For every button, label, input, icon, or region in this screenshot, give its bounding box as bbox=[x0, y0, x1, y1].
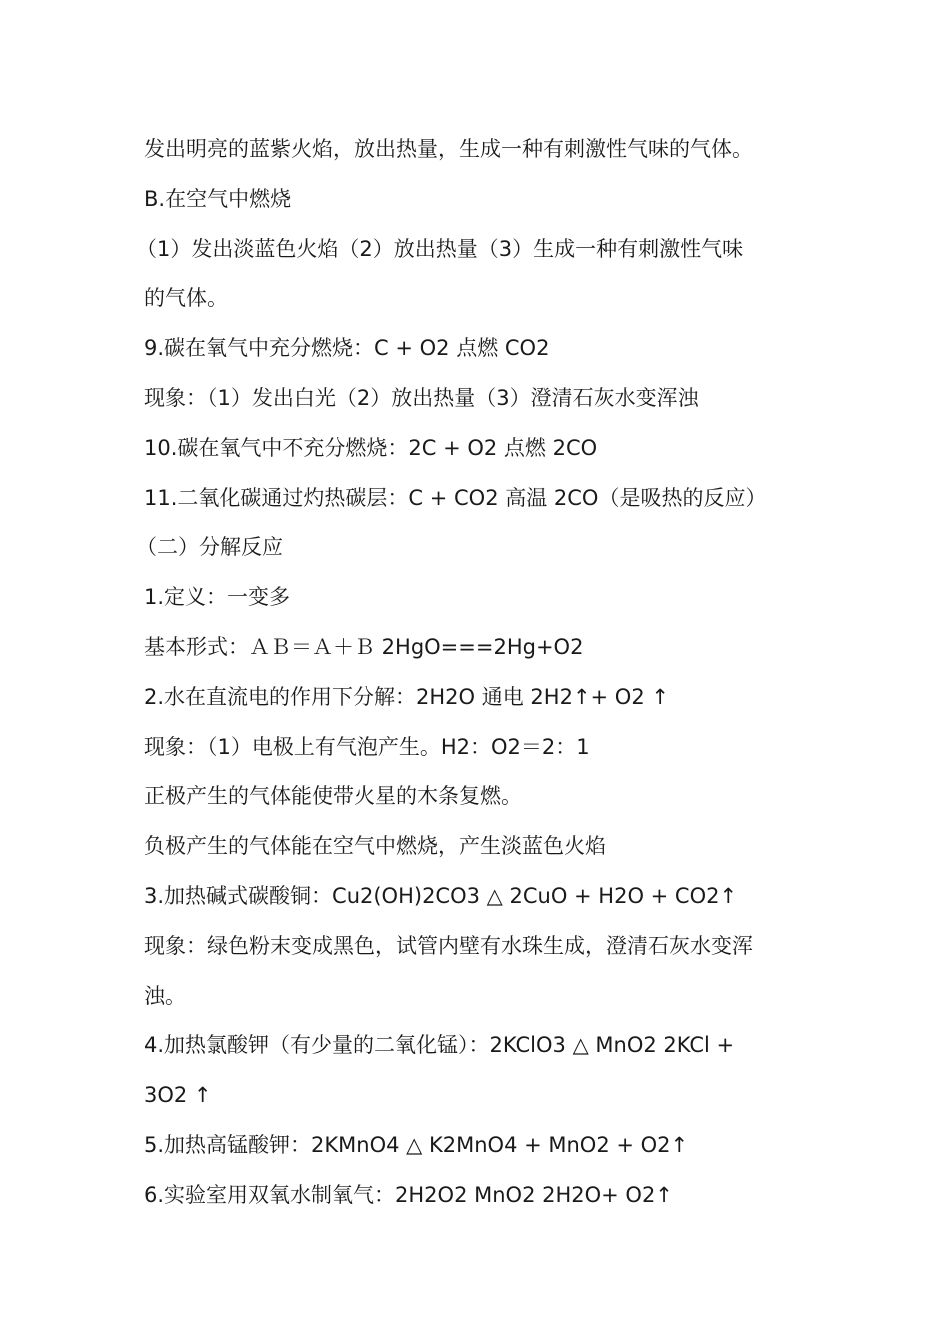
section-heading: （二）分解反应 bbox=[136, 535, 283, 560]
text-line: 6.实验室用双氧水制氧气：2H2O2 MnO2 2H2O+ O2↑ bbox=[144, 1182, 673, 1207]
text-line: 11.二氧化碳通过灼热碳层：C + CO2 高温 2CO（是吸热的反应） bbox=[144, 485, 767, 510]
text-line: 发出明亮的蓝紫火焰，放出热量，生成一种有刺激性气味的气体。 bbox=[144, 137, 753, 161]
text-line: 2.水在直流电的作用下分解：2H2O 通电 2H2↑+ O2 ↑ bbox=[144, 684, 669, 709]
text-line: 正极产生的气体能使带火星的木条复燃。 bbox=[144, 784, 522, 809]
text-line: 负极产生的气体能在空气中燃烧，产生淡蓝色火焰 bbox=[144, 834, 606, 859]
text-line: 4.加热氯酸钾（有少量的二氧化锰）：2KClO3 △ MnO2 2KCl + bbox=[144, 1033, 735, 1058]
text-line: B.在空气中燃烧 bbox=[144, 186, 292, 211]
text-line: 浊。 bbox=[144, 983, 186, 1008]
text-line: 基本形式：ＡＢ＝Ａ＋Ｂ 2HgO===2Hg+O2 bbox=[144, 634, 584, 659]
text-line: 10.碳在氧气中不充分燃烧：2C + O2 点燃 2CO bbox=[144, 435, 598, 460]
text-line: 5.加热高锰酸钾：2KMnO4 △ K2MnO4 + MnO2 + O2↑ bbox=[144, 1132, 689, 1157]
text-line: 的气体。 bbox=[144, 286, 228, 311]
text-line: 现象：（1）发出白光（2）放出热量（3）澄清石灰水变浑浊 bbox=[144, 385, 699, 410]
text-line: 3.加热碱式碳酸铜：Cu2(OH)2CO3 △ 2CuO + H2O + CO2↑ bbox=[144, 883, 738, 908]
document-body bbox=[136, 125, 814, 1221]
text-line: 3O2 ↑ bbox=[144, 1083, 212, 1108]
text-line: 9.碳在氧气中充分燃烧：C + O2 点燃 CO2 bbox=[144, 336, 550, 361]
text-line: 1.定义：一变多 bbox=[144, 585, 291, 610]
text-line: 现象：绿色粉末变成黑色，试管内壁有水珠生成，澄清石灰水变浑 bbox=[144, 933, 753, 958]
text-line: 现象：（1）电极上有气泡产生。H2：O2＝2：1 bbox=[144, 734, 590, 759]
text-line: （1）发出淡蓝色火焰（2）放出热量（3）生成一种有刺激性气味 bbox=[136, 236, 744, 261]
